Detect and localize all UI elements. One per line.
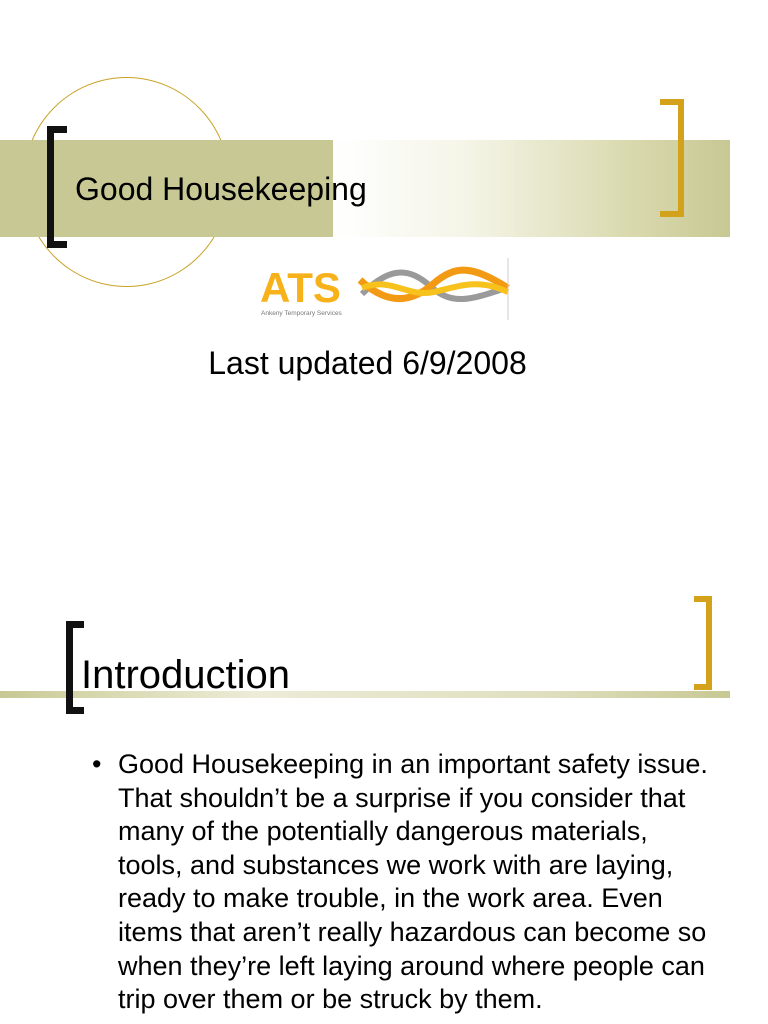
- right-bracket-decoration: [660, 99, 684, 217]
- ats-logo: [258, 258, 510, 320]
- logo-tagline: Ankeny Temporary Services: [261, 310, 342, 317]
- logo-wordmark: ATS: [260, 264, 341, 311]
- last-updated-subtitle: Last updated 6/9/2008: [208, 345, 527, 381]
- left-bracket-decoration: [47, 126, 67, 248]
- slide-title: Introduction: [81, 653, 291, 697]
- bullet-text: Good Housekeeping in an important safety issue. That shouldn’t be a surprise if you consider that many of the potentially dangerous materials, tools, and substances we work with are laying, ready to make trouble, in the work area. Even items that aren’t really hazardous can become so when they’re left laying around where people can trip over them or be struck by them.: [118, 749, 708, 1015]
- right-bracket-decoration: [694, 596, 712, 690]
- bullet-icon: •: [92, 749, 102, 779]
- slide-title: Good Housekeeping: [75, 171, 367, 207]
